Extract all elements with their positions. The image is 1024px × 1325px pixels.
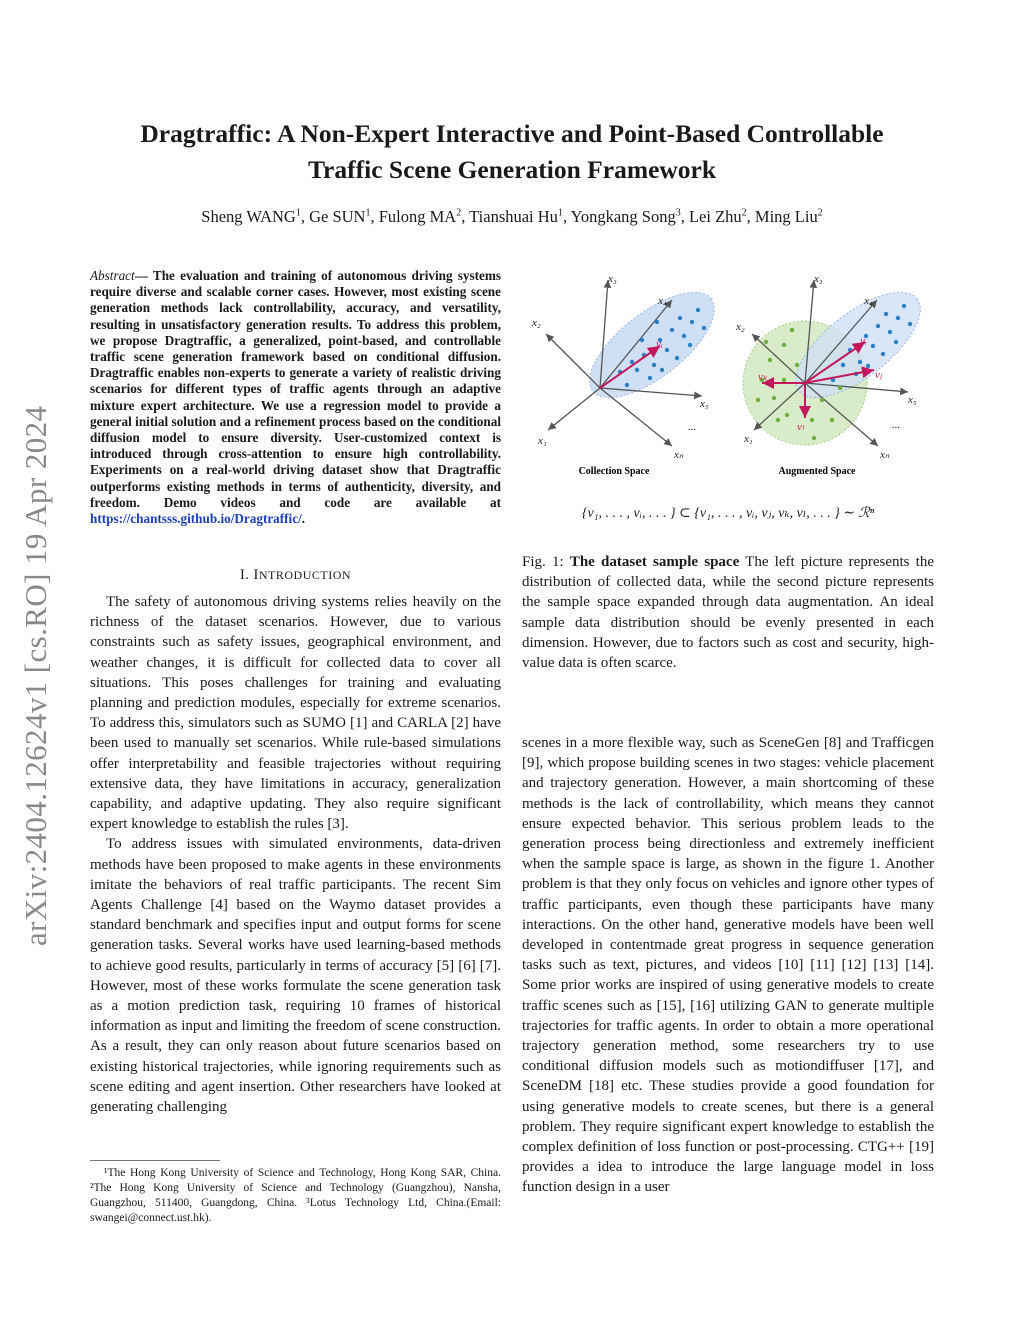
footnote-rule [90, 1160, 220, 1161]
author-affiliation: 1 [365, 207, 371, 219]
label-x4-left: x₄ [658, 295, 667, 307]
caption-bold: The dataset sample space [569, 554, 740, 570]
section-heading [90, 567, 501, 584]
intro-column [90, 592, 501, 1117]
figure-dataset-sample-space [522, 270, 934, 530]
author-affiliation: 3 [675, 207, 681, 219]
label-x3-left: x₃ [608, 273, 617, 285]
author-name: Fulong MA [378, 207, 457, 226]
abstract-label: Abstract [90, 268, 135, 283]
title-line-2: Traffic Scene Generation Framework [307, 155, 717, 184]
label-vi-left: vᵢ [656, 338, 663, 350]
section-number: I. [239, 567, 250, 583]
figure-caption [522, 552, 934, 673]
axis-xn [600, 388, 672, 446]
augmented-space-panel [735, 273, 934, 477]
label-x5-right: x₅ [908, 394, 917, 406]
label-xn-left: xₙ [674, 449, 684, 461]
label-x1-left: x₁ [538, 435, 547, 447]
collection-space-label: Collection Space [578, 466, 650, 477]
collected-data-region [573, 274, 731, 417]
label-vk: vₖ [758, 371, 768, 383]
author-affiliation: 1 [295, 207, 301, 219]
label-x1-right: x₁ [744, 433, 753, 445]
axis-x2 [546, 334, 600, 388]
right-column [522, 733, 934, 1198]
label-vi-right: vᵢ [860, 335, 867, 347]
label-x5-left: x₅ [700, 398, 709, 410]
intro-paragraph-2: To address issues with simulated environments, data-driven methods have been proposed to make agents in these environments imitate the behaviors of real traffic participants. The recent Sim Agents Challenge [4] based on the Waymo dataset provides a standard benchmark and specifies input and output forms for scene generation tasks. Several works have used learning-based methods to achieve good results, particularly in terms of accuracy [5] [6] [7]. However, most of these works formulate the scene generation task as a motion prediction task, requiring 10 frames of historical information as input and limiting the freedom of scene construction. As a result, they can only reason about future scenarios based on existing historical trajectories, while ignoring requirements such as scene editing and agent insertion. Other researchers have looked at generating challenging [90, 836, 501, 1116]
right-paragraph: scenes in a more flexible way, such as SceneGen [8] and Trafficgen [9], which propose building scenes in two stages: vehicle placement and trajectory generation. However, a main shortcoming of these methods is the lack of controllability, which means they cannot ensure expected behavior. This serious problem leads to the generation process being directionless and extremely inefficient when the sample space is large, as shown in the figure 1. Another problem is that they only focus on vehicles and ignore other types of traffic participants, even though these participants have many interactions. On the other hand, generative models have been well developed in contentmade great progress in sequence generation tasks such as text, pictures, and videos [10] [11] [12] [13] [14]. Some prior works are inspired of using generative models to create traffic scenes such as [15], [16] utilizing GAN to generate multiple trajectories for traffic agents. In order to obtain a more operational trajectory generation method, some researchers try to use conditional diffusion models such as motiondiffuser [17], and SceneDM [18] etc. These studies provide a good foundation for using generative models to create scenes, but there is a general problem. They require significant expert knowledge to establish the complex definition of loss function or post-processing. CTG++ [19] provides a idea to introduce the large language model in loss function design in a user [522, 735, 934, 1196]
author-list: Sheng WANG$^1$, Ge SUN$^1$, Fulong $MA^2$, Tianshuai Hu$^1$, Yongkang Song$^3$, Lei Zhu$^2$, Ming Liu$^2$ [201, 207, 823, 226]
author-name: Ming Liu [754, 207, 818, 226]
intro-paragraph-1: The safety of autonomous driving systems relies heavily on the richness of the dataset scenarios. However, due to various constraints such as safety issues, geographical environment, and weather changes, it is difficult for collected data to cover all situations. This poses challenges for training and evaluating planning and prediction modules, especially for extreme scenarios. To address this, simulators such as SUMO [1] and CARLA [2] have been used to manually set scenarios. While rule-based simulations offer interpretability and feasible trajectories without requiring extensive data, they have limitations in accuracy, generalization capability, and adaptive updating. They also require significant expert knowledge to establish the rules [3]. [90, 594, 501, 833]
caption-label: Fig. 1: [522, 554, 564, 570]
author-name: Ge SUN [309, 207, 366, 226]
arxiv-identifier: arXiv:2404.12624v1 [cs.RO] 19 Apr 2024 [18, 405, 53, 946]
axis-x1 [548, 388, 600, 430]
author-affiliation: 2 [741, 207, 747, 219]
augmented-space-label: Augmented Space [778, 466, 856, 477]
label-vj: vⱼ [875, 369, 882, 381]
abstract [90, 268, 501, 527]
author-name: Tianshuai Hu [469, 207, 558, 226]
project-link[interactable]: https://chantsss.github.io/Dragtraffic/ [90, 511, 302, 527]
author-affiliation: 1 [557, 207, 563, 219]
author-name: Yongkang Song [570, 207, 676, 226]
caption-text: The left picture represents the distribution of collected data, while the second picture represents the sample space expanded through data augmentation. An ideal sample data distribution should be evenly presented in each dimension. However, due to factors such as cost and security, high-value data is often scarce. [522, 554, 935, 672]
footnote [90, 1166, 501, 1226]
section-title-rest: NTRODUCTION [258, 568, 352, 582]
label-dots-left: ... [688, 421, 697, 433]
label-dots-right: ... [892, 419, 901, 431]
label-x2-left: x₂ [532, 317, 541, 329]
author-affiliation: 2 [456, 207, 462, 219]
label-x2-right: x₂ [736, 321, 745, 333]
abstract-end: . [301, 511, 306, 527]
title-line-1: Dragtraffic: A Non-Expert Interactive and Point-Based Controllable [140, 119, 884, 148]
abstract-dash: — [134, 268, 148, 283]
label-x4-right: x₄ [864, 295, 873, 307]
paper-title [60, 116, 964, 188]
set-expression: {v₁, . . . , vᵢ, . . . } ⊂ {v₁, . . . , vᵢ, vⱼ, vₖ, vₗ, . . . } ∼ ℛⁿ [581, 506, 875, 521]
author-affiliation: 2 [817, 207, 823, 219]
abstract-text: The evaluation and training of autonomous driving systems require diverse and scalable corner cases. However, most existing scene generation methods lack controllability, accuracy, and versatility, resulting in unsatisfactory generation results. To address this problem, we propose Dragtraffic, a generalized, point-based, and controllable traffic scene generation framework based on conditional diffusion. Dragtraffic enables non-experts to generate a variety of realistic driving scenarios for different types of traffic agents through an adaptive mixture expert architecture. We use a regression model to provide a general initial solution and a refinement process based on the conditional diffusion model to ensure diversity. User-customized context is introduced through cross-attention to ensure high controllability. Experiments on a real-world driving dataset show that Dragtraffic outperforms existing methods in terms of authenticity, diversity, and freedom. Demo videos and code are available at [90, 268, 502, 510]
label-x3-right: x₃ [814, 273, 823, 285]
collection-space-panel [531, 273, 731, 477]
section-title-initial: I [253, 567, 259, 583]
label-vl: vₗ [797, 421, 804, 433]
footnote-text: ¹The Hong Kong University of Science and Technology, Hong Kong SAR, China. ²The Hong Kong University of Science and Technology (Guangzhou), Nansha, Guangzhou, 511400, Guangdong, China. ³Lotus Technology Ltd, China.(Email: swangei@connect.ust.hk). [90, 1167, 501, 1224]
author-name: Sheng WANG [201, 207, 296, 226]
label-xn-right: xₙ [880, 449, 890, 461]
author-name: Lei Zhu [688, 207, 742, 226]
